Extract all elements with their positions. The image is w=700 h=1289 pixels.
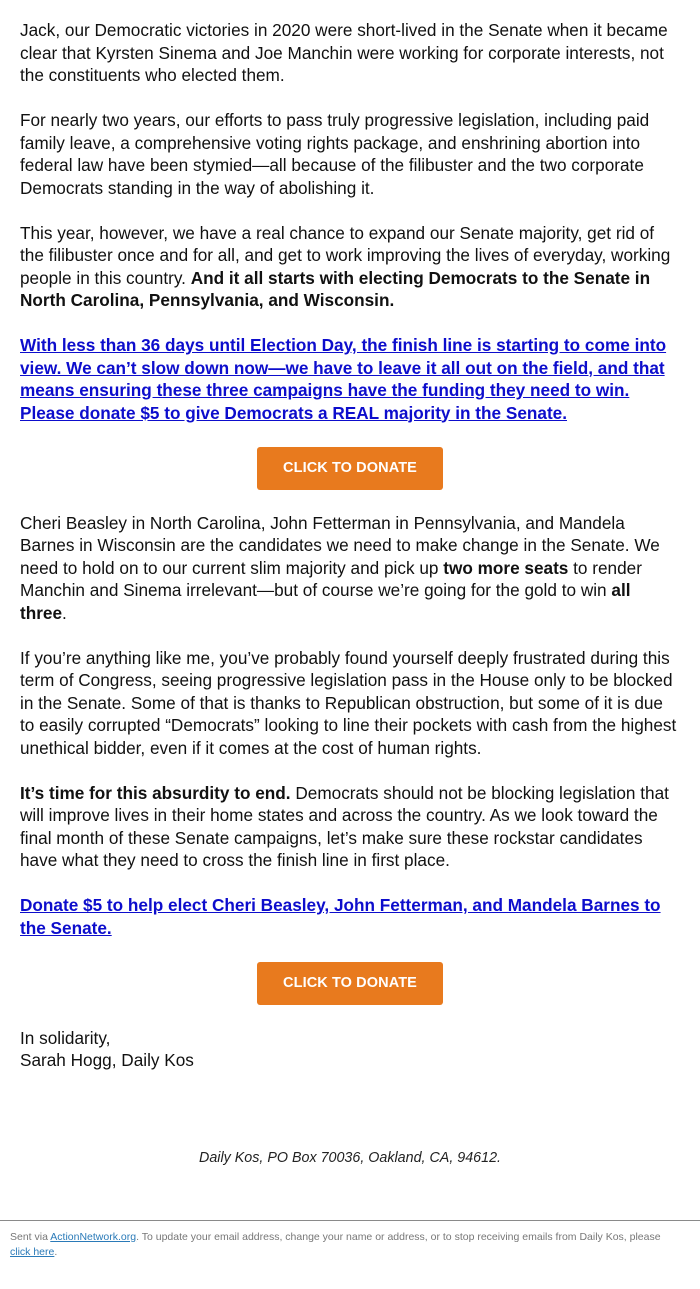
cta-paragraph-1 <box>20 334 680 424</box>
donate-link-candidates[interactable]: Donate $5 to help elect Cheri Beasley, John Fetterman, and Mandela Barnes to the Senate. <box>20 895 661 938</box>
paragraph-candidates-bold-all-three: all three <box>20 580 631 623</box>
paragraph-absurdity <box>20 782 680 872</box>
paragraph-candidates-text-b: to render Manchin and Sinema irrelevant—but of course we’re going for the gold to win <box>20 557 642 600</box>
footer-suffix: . <box>54 1246 58 1258</box>
donate-link-majority[interactable]: With less than 36 days until Election Day, the finish line is starting to come into view. We can’t slow down now—we have to leave it all out on the field, and that means ensuring these three campaigns have the funding they need to win. Please donate $5 to give Democrats a REAL majority in the Senate. <box>20 335 667 423</box>
paragraph-candidates-text-a: Cheri Beasley in North Carolina, John Fetterman in Pennsylvania, and Mandela Barnes in Wisconsin are the candidates we need to make change in the Senate. We need to hold on to our current slim majority and pick up <box>20 512 660 578</box>
mailing-address: Daily Kos, PO Box 70036, Oakland, CA, 94612. <box>199 1150 501 1166</box>
footer-middle: . To update your email address, change your name or address, or to stop receiving emails from Daily Kos, please <box>136 1231 661 1243</box>
cta-paragraph-2 <box>20 894 680 939</box>
donate-button-1[interactable]: CLICK TO DONATE <box>257 447 443 490</box>
signoff-signature: Sarah Hogg, Daily Kos <box>20 1050 194 1070</box>
unsubscribe-link[interactable]: click here <box>10 1246 55 1258</box>
donate-button-wrap-1 <box>20 447 680 490</box>
paragraph-intro: Jack, our Democratic victories in 2020 were short-lived in the Senate when it became clear that Kyrsten Sinema and Joe Manchin were working for corporate interests, not the constituents who elected them. <box>20 20 668 85</box>
footer-notice <box>10 1230 680 1260</box>
paragraph-frustration: If you’re anything like me, you’ve probably found yourself deeply frustrated during this term of Congress, seeing progressive legislation pass in the House only to be blocked in the Senate. Some of that is thanks to Republican obstruction, but some of it is due to easily corrupted “Democrats” looking to line their pockets with cash from the highest unethical bidder, even if it comes at the cost of human rights. <box>20 647 677 758</box>
paragraph-opportunity-text: This year, however, we have a real chance to expand our Senate majority, get rid of the filibuster once and for all, and get to work improving the lives of everyday, working people in this country. <box>20 222 671 288</box>
donate-button-wrap-2 <box>20 962 680 1005</box>
paragraph-absurdity-bold: It’s time for this absurdity to end. <box>20 782 291 803</box>
paragraph-candidates-bold-seats: two more seats <box>443 557 569 578</box>
paragraph-candidates-text-c: . <box>62 602 67 623</box>
donate-button-2[interactable]: CLICK TO DONATE <box>257 962 443 1005</box>
paragraph-filibuster: For nearly two years, our efforts to pass truly progressive legislation, including paid family leave, a comprehensive voting rights package, and enshrining abortion into federal law have been stymied—all because of the filibuster and the two corporate Democrats standing in the way of abolishing it. <box>20 110 650 198</box>
footer-prefix: Sent via <box>10 1231 51 1243</box>
email-body <box>20 19 680 1072</box>
paragraph-opportunity-bold: And it all starts with electing Democrats to the Senate in North Carolina, Pennsylvania, and Wisconsin. <box>20 267 651 310</box>
signoff <box>20 1027 680 1072</box>
signoff-closing: In solidarity, <box>20 1027 111 1048</box>
action-network-link[interactable]: ActionNetwork.org <box>50 1231 137 1243</box>
paragraph-opportunity <box>20 222 680 312</box>
paragraph-candidates <box>20 512 680 625</box>
paragraph-absurdity-text: Democrats should not be blocking legislation that will improve lives in their home states and across the country. As we look toward the final month of these Senate campaigns, let’s make sure these rockstar candidates have what they need to cross the finish line in first place. <box>20 782 669 870</box>
footer-divider <box>0 1220 700 1221</box>
